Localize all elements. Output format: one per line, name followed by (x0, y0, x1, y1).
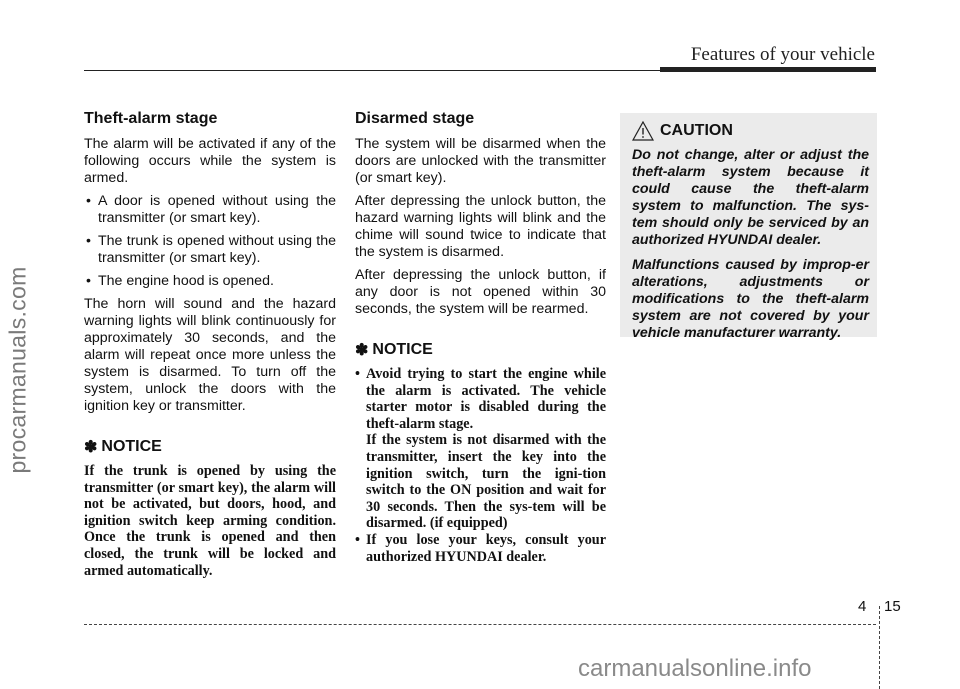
list-item: • Avoid trying to start the engine while the alarm is activated. The vehicle starter motor is disabled during the theft-alarm stage. If the system is not disarmed with the transmitter, insert the key into the ignition switch, turn the igni-tion switch to the ON position and wait for 30 seconds. Then the sys-tem will be disarmed. (if equipped) (355, 366, 606, 532)
warning-triangle-icon (632, 121, 654, 141)
notice-heading-middle: ✽ NOTICE (355, 341, 433, 359)
disarmed-para-2: After depressing the unlock button, the hazard warning lights will blink and the chime will sound twice to indicate that the system is disarmed. (355, 193, 606, 260)
header-title: Features of your vehicle (690, 44, 875, 65)
section-heading-disarmed: Disarmed stage (355, 110, 475, 127)
disarmed-para-3: After depressing the unlock button, if any door is not opened within 30 seconds, the system will be rearmed. (355, 267, 606, 317)
list-item: • The engine hood is opened. (86, 273, 274, 289)
list-item: • If you lose your keys, consult your authorized HYUNDAI dealer. (355, 531, 606, 565)
bottom-watermark: carmanualsonline.info (578, 655, 812, 682)
list-item: • A door is opened without using the transmitter (or smart key). (86, 193, 336, 226)
header-rule (84, 70, 660, 71)
theft-alarm-conditions (84, 193, 336, 290)
theft-alarm-description: The horn will sound and the hazard warning lights will blink continuously for approximately 30 seconds, and the alarm will repeat once more unless the system is disarmed. To turn off the system, unlock the doors with the ignition key or transmitter. (84, 296, 336, 414)
notice-star-icon: ✽ (84, 439, 98, 456)
caution-para-2: Malfunctions caused by improp-er alterations, adjustments or modifications to the theft-alarm system are not covered by your vehicle manufacturer warranty. (632, 257, 869, 341)
page-number-divider (879, 606, 880, 689)
side-watermark-text: procarmanuals.com (4, 266, 31, 474)
notice-text-left: If the trunk is opened by using the transmitter (or smart key), the alarm will not be activated, but doors, hood, and ignition switch keep arming condition. Once the trunk is opened and then closed, the trunk will be locked and armed automatically. (84, 463, 336, 579)
list-item: • The trunk is opened without using the transmitter (or smart key). (86, 233, 336, 266)
footer-rule (84, 624, 876, 625)
header-rule-bold (660, 67, 876, 72)
notice-star-icon: ✽ (355, 342, 369, 359)
section-heading-theft-alarm: Theft-alarm stage (84, 110, 218, 127)
side-watermark (0, 0, 36, 689)
column-middle (355, 110, 606, 565)
chapter-number: 4 (858, 598, 867, 615)
theft-alarm-intro: The alarm will be activated if any of the following occurs while the system is armed. (84, 136, 336, 186)
notice-heading-left: ✽ NOTICE (84, 438, 162, 456)
disarmed-para-1: The system will be disarmed when the doors are unlocked with the transmitter (or smart key). (355, 136, 606, 186)
caution-title: CAUTION (660, 122, 733, 139)
caution-heading (632, 121, 869, 141)
caution-box (620, 113, 877, 341)
caution-para-1: Do not change, alter or adjust the theft-alarm system because it could cause the theft-alarm system to malfunction. The sys-tem should only be serviced by an authorized HYUNDAI dealer. (632, 147, 869, 248)
column-left (84, 110, 336, 579)
page-number: 15 (884, 598, 901, 615)
notice-list-middle (355, 366, 606, 565)
